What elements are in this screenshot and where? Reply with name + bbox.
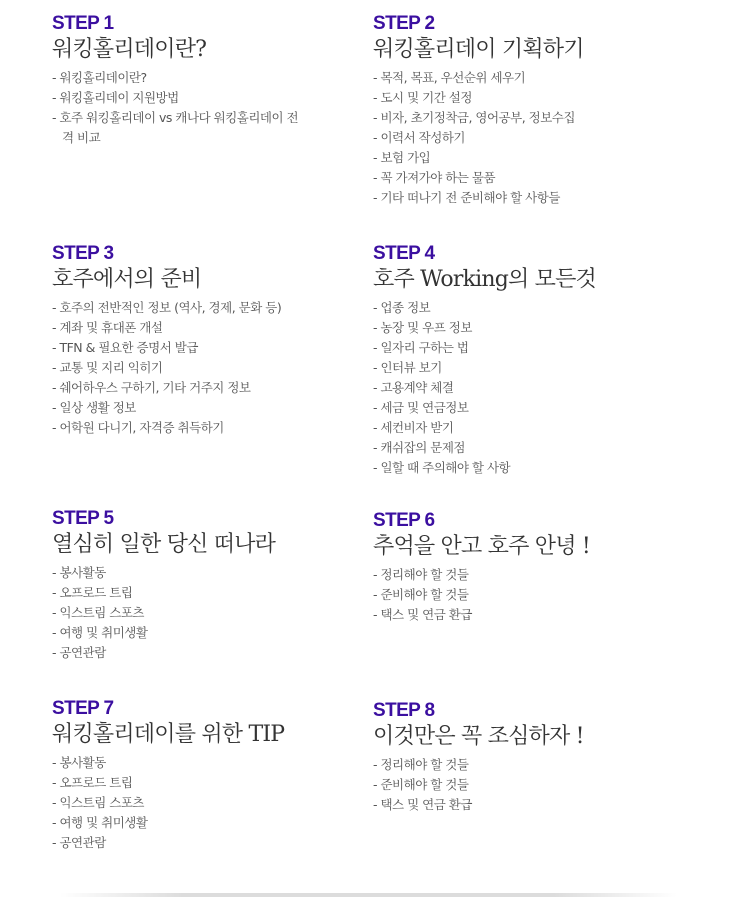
step-item-list bbox=[373, 565, 703, 625]
list-item: - 도시 및 기간 설정 bbox=[373, 88, 703, 108]
list-item: - 계좌 및 휴대폰 개설 bbox=[52, 318, 382, 338]
list-item: - 익스트림 스포츠 bbox=[52, 793, 382, 813]
list-item: - 여행 및 취미생활 bbox=[52, 623, 382, 643]
list-item: - 오프로드 트립 bbox=[52, 773, 382, 793]
step-4-section bbox=[373, 243, 703, 478]
list-item: - 오프로드 트립 bbox=[52, 583, 382, 603]
list-item: - 업종 정보 bbox=[373, 298, 703, 318]
list-item: - 봉사활동 bbox=[52, 563, 382, 583]
list-item: - 쉐어하우스 구하기, 기타 거주지 정보 bbox=[52, 378, 382, 398]
list-item: - 농장 및 우프 정보 bbox=[373, 318, 703, 338]
list-item: - 일할 때 주의해야 할 사항 bbox=[373, 458, 703, 478]
step-label: STEP 7 bbox=[52, 698, 114, 719]
list-item: - 택스 및 연금 환급 bbox=[373, 605, 703, 625]
list-item: - 준비해야 할 것들 bbox=[373, 585, 703, 605]
step-2-section bbox=[373, 13, 703, 208]
list-item: - 캐쉬잡의 문제점 bbox=[373, 438, 703, 458]
list-item: - 고용계약 체결 bbox=[373, 378, 703, 398]
list-item: - 이력서 작성하기 bbox=[373, 128, 703, 148]
step-label: STEP 3 bbox=[52, 243, 114, 264]
list-item: - 준비해야 할 것들 bbox=[373, 775, 703, 795]
list-item: - 호주의 전반적인 정보 (역사, 경제, 문화 등) bbox=[52, 298, 382, 318]
list-item: - 정리해야 할 것들 bbox=[373, 565, 703, 585]
list-item: - 익스트림 스포츠 bbox=[52, 603, 382, 623]
step-title: 호주에서의 준비 bbox=[52, 267, 202, 292]
list-item: - 비자, 초기정착금, 영어공부, 정보수집 bbox=[373, 108, 703, 128]
step-title: 워킹홀리데이 기획하기 bbox=[373, 37, 584, 62]
list-item: - 워킹홀리데이 지원방법 bbox=[52, 88, 382, 108]
list-item: - 택스 및 연금 환급 bbox=[373, 795, 703, 815]
list-item: - 인터뷰 보기 bbox=[373, 358, 703, 378]
step-8-section bbox=[373, 700, 703, 815]
list-item: - TFN & 필요한 증명서 발급 bbox=[52, 338, 382, 358]
step-title: 이것만은 꼭 조심하자 ! bbox=[373, 724, 584, 749]
list-item: - 호주 워킹홀리데이 vs 캐나다 워킹홀리데이 전격 비교 bbox=[52, 108, 307, 148]
list-item: - 꼭 가져가야 하는 물품 bbox=[373, 168, 703, 188]
step-6-section bbox=[373, 510, 703, 625]
step-title: 호주 Working의 모든것 bbox=[373, 267, 596, 292]
step-1-section bbox=[52, 13, 382, 148]
step-5-section bbox=[52, 508, 382, 663]
list-item: - 세컨비자 받기 bbox=[373, 418, 703, 438]
step-label: STEP 4 bbox=[373, 243, 435, 264]
list-item: - 워킹홀리데이란? bbox=[52, 68, 382, 88]
list-item: - 일상 생활 정보 bbox=[52, 398, 382, 418]
step-label: STEP 1 bbox=[52, 13, 114, 34]
list-item: - 여행 및 취미생활 bbox=[52, 813, 382, 833]
step-item-list bbox=[52, 753, 382, 853]
list-item: - 교통 및 지리 익히기 bbox=[52, 358, 382, 378]
step-title: 추억을 안고 호주 안녕 ! bbox=[373, 534, 590, 559]
step-label: STEP 2 bbox=[373, 13, 435, 34]
list-item: - 일자리 구하는 법 bbox=[373, 338, 703, 358]
step-7-section bbox=[52, 698, 382, 853]
step-label: STEP 8 bbox=[373, 700, 435, 721]
bottom-divider bbox=[60, 893, 677, 897]
list-item: - 목적, 목표, 우선순위 세우기 bbox=[373, 68, 703, 88]
step-3-section bbox=[52, 243, 382, 438]
step-item-list bbox=[52, 68, 382, 148]
list-item: - 보험 가입 bbox=[373, 148, 703, 168]
step-title: 워킹홀리데이란? bbox=[52, 37, 207, 62]
list-item: - 세금 및 연금정보 bbox=[373, 398, 703, 418]
step-item-list bbox=[52, 563, 382, 663]
list-item: - 공연관람 bbox=[52, 833, 382, 853]
step-item-list bbox=[373, 755, 703, 815]
step-item-list bbox=[52, 298, 382, 438]
list-item: - 정리해야 할 것들 bbox=[373, 755, 703, 775]
step-item-list bbox=[373, 298, 703, 478]
list-item: - 기타 떠나기 전 준비해야 할 사항들 bbox=[373, 188, 703, 208]
step-label: STEP 5 bbox=[52, 508, 114, 529]
list-item: - 어학원 다니기, 자격증 취득하기 bbox=[52, 418, 382, 438]
list-item: - 봉사활동 bbox=[52, 753, 382, 773]
step-item-list bbox=[373, 68, 703, 208]
step-label: STEP 6 bbox=[373, 510, 435, 531]
list-item: - 공연관람 bbox=[52, 643, 382, 663]
step-title: 워킹홀리데이를 위한 TIP bbox=[52, 722, 285, 747]
step-title: 열심히 일한 당신 떠나라 bbox=[52, 532, 276, 557]
